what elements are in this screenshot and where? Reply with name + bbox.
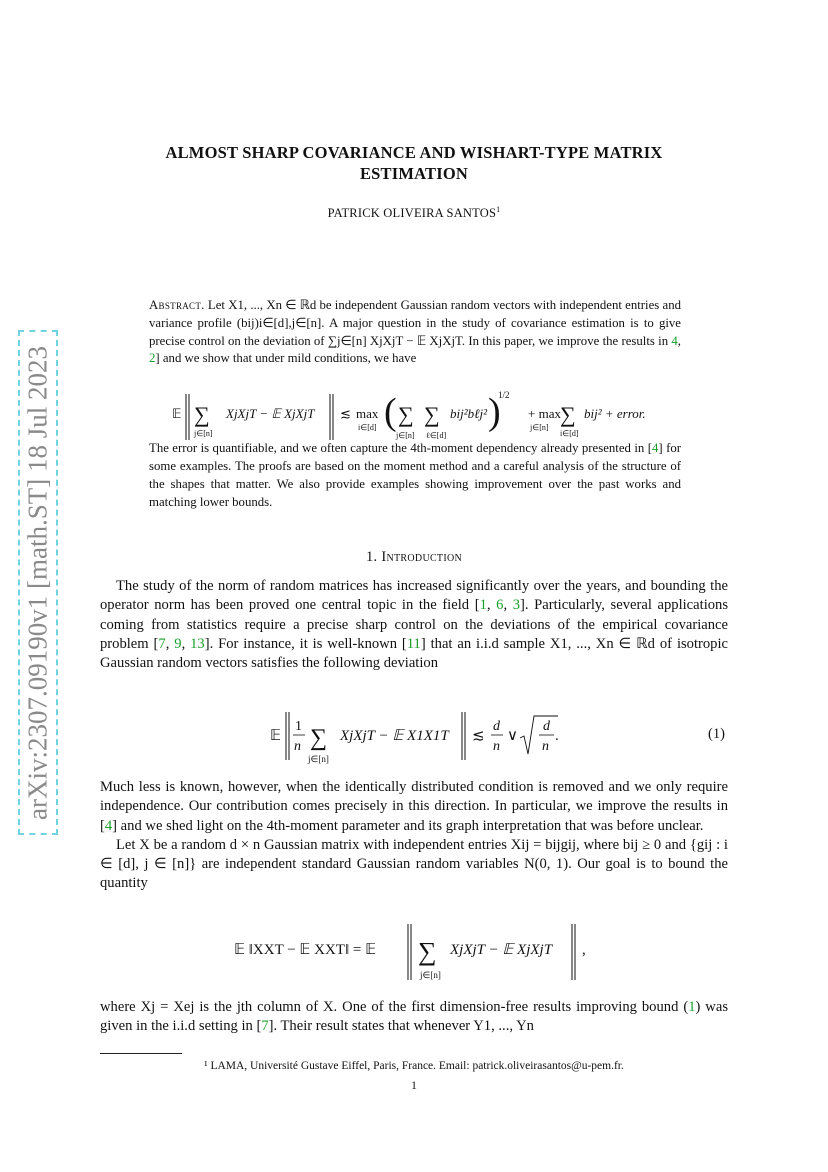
citation-link[interactable]: 1: [479, 597, 487, 614]
eq-term: XjXjT − 𝔼 XjXjT: [450, 942, 553, 958]
equation-1: [262, 708, 562, 768]
intro-text-b: ]. Particularly, several applications coming from statistics require a precise sharp control on the deviations of the empirical covariance problem [: [100, 597, 729, 652]
eq-plus-max: + max: [528, 406, 561, 421]
title-line-1: ALMOST SHARP COVARIANCE AND WISHART-TYPE MATRIX: [165, 143, 663, 162]
final-text-c: ]. Their result states that whenever Y1, ..., Yn: [268, 1018, 534, 1035]
abstract-text-1: Let X1, ..., Xn ∈ ℝd be independent Gaussian random vectors with independent entries and variance profile (bij)i∈[d],j∈[n]. A major question in the study of covariance estimation is to give precise control on the deviation of ∑j∈[n] XjXjT − 𝔼 XjXjT. In this paper, we improve the results in: [149, 298, 681, 348]
eq-max: max: [356, 406, 379, 421]
eq-term: XjXjT − 𝔼 XjXjT: [226, 406, 315, 421]
eq-subscript: j∈[n]: [194, 429, 213, 438]
author-name: PATRICK OLIVEIRA SANTOS: [327, 206, 497, 220]
intro-text-c: ]. For instance, it is well-known [: [204, 635, 407, 652]
abstract-label: Abstract.: [149, 298, 205, 312]
citation-link[interactable]: 6: [496, 597, 504, 614]
eq-subscript: j∈[n]: [530, 423, 549, 432]
eq-term: XjXjT − 𝔼 X1X1T: [340, 728, 449, 744]
body-text-a: Much less is known, however, when the identically distributed condition is removed and we only require independence. Our contribution comes precisely in this direction. In particular, we improve the results in [: [100, 779, 728, 834]
right-paren: ): [488, 391, 501, 433]
intro-text-a: The study of the norm of random matrices has increased significantly over the years, and bounding the operator norm has been proved one central topic in the field [: [100, 578, 728, 614]
citation-link[interactable]: 9: [174, 635, 182, 652]
citation-link[interactable]: 13: [190, 635, 205, 652]
eq-subscript: j∈[n]: [420, 970, 441, 980]
arxiv-stamp: [18, 330, 58, 835]
equation-number: (1): [708, 726, 725, 742]
body-after-eq1: [100, 778, 728, 894]
abstract-text-2a: The error is quantifiable, and we often capture the 4th-moment dependency already presented in [: [149, 441, 652, 456]
frac-numerator: 1: [295, 719, 302, 734]
body-final-paragraph: [100, 998, 728, 1037]
eq-subscript: j∈[n]: [308, 754, 329, 764]
citation-link[interactable]: 2: [149, 351, 156, 366]
citation-link[interactable]: 4: [104, 817, 113, 834]
intro-text-d: ] that an i.i.d sample X1, ..., Xn ∈ ℝd of isotropic Gaussian random vectors satisfies the following deviation: [100, 635, 729, 672]
sum-symbol: ∑: [418, 937, 437, 966]
frac-n: n: [542, 739, 549, 754]
sum-symbol: ∑: [310, 725, 328, 751]
citation-separator: ,: [677, 333, 681, 348]
body-text-b: ] and we shed light on the 4th-moment parameter and its graph interpretation that was before unclear.: [112, 817, 704, 834]
footnote: ¹ LAMA, Université Gustave Eiffel, Paris, France. Email: patrick.oliveirasantos@u-pem.fr.: [204, 1060, 624, 1072]
final-text-a: where Xj = Xej is the jth column of X. One of the first dimension-free results improving bound (: [100, 999, 689, 1015]
paper-title: [100, 142, 728, 184]
sum-symbol: ∑: [194, 402, 210, 427]
abstract-para-1: [149, 297, 681, 368]
eq-lesssim: ≲: [472, 728, 485, 744]
eq-lhs: 𝔼 ‖XXT − 𝔼 XXT‖ = 𝔼: [234, 942, 377, 958]
arxiv-stamp-text: arXiv:2307.09190v1 [math.ST] 18 Jul 2023: [22, 345, 53, 820]
eq-expectation: 𝔼: [172, 406, 182, 421]
final-text-b: ) was given in the i.i.d setting in [: [100, 999, 728, 1035]
citation-link[interactable]: 3: [512, 597, 521, 614]
eq-dot: .: [555, 728, 559, 744]
frac-d: d: [543, 719, 550, 734]
author-line: [100, 206, 728, 221]
eq-power: 1/2: [498, 390, 510, 400]
page-number: 1: [411, 1080, 417, 1092]
body-paragraph-2: Let X be a random d × n Gaussian matrix with independent entries Xij = bijgij, where bij ≥ 0 and {gij : i ∈ [d], j ∈ [n]} are independent standard Gaussian random variables N(0, 1). Our goal is to bound the quantity: [100, 836, 728, 892]
eq-subscript: i∈[d]: [358, 423, 377, 432]
left-paren: (: [384, 391, 397, 433]
eq-inner: bij²bℓj²: [450, 406, 488, 421]
sum-symbol: ∑: [424, 402, 440, 427]
eq-lesssim: ≲: [340, 406, 351, 421]
citation-link[interactable]: 4: [651, 441, 659, 456]
display-equation-quantity: [234, 920, 594, 986]
intro-paragraph-1: The study of the norm of random matrices has increased significantly over the years, and bounding the operator norm has been proved one central topic in the field [1, 6, 3]. Particularly, several applications coming from statistics require a precise sharp control on the deviations of the empirical covariance problem [7, 9, 13]. For instance, it is well-known [11] that an i.i.d sample X1, ..., Xn ∈ ℝd of isotropic Gaussian random vectors satisfies the following deviation: [100, 578, 729, 672]
abstract-para-2: [149, 440, 681, 511]
citation-link[interactable]: 7: [158, 635, 166, 652]
abstract-text-1-end: ] and we show that under mild conditions, we have: [155, 351, 417, 366]
sum-symbol: ∑: [398, 402, 414, 427]
section-heading: 1. Introduction: [365, 549, 463, 565]
eq-tail: bij² + error.: [584, 406, 646, 421]
abstract-display-equation: [172, 388, 672, 446]
author-footnote-mark: 1: [496, 204, 501, 214]
frac-d: d: [493, 719, 500, 734]
citation-link[interactable]: 11: [406, 635, 421, 652]
equation-ref-link[interactable]: 1: [688, 999, 696, 1015]
sum-symbol: ∑: [560, 402, 576, 427]
eq-subscript: ℓ∈[d]: [426, 431, 447, 440]
title-line-2: ESTIMATION: [359, 164, 469, 183]
eq-subscript: j∈[n]: [396, 431, 415, 440]
eq-expectation: 𝔼: [270, 728, 281, 744]
footnote-rule: [100, 1053, 182, 1054]
eq-vee: ∨: [507, 728, 518, 744]
frac-denominator: n: [294, 739, 301, 754]
abstract-text-2b: ] for some examples. The proofs are based on the moment method and a careful analysis of the structure of the shapes that matter. We also provide examples showing improvement over the past works and matching lower bounds.: [149, 441, 681, 509]
citation-link[interactable]: 4: [671, 333, 678, 348]
citation-link[interactable]: 7: [261, 1018, 269, 1035]
eq-comma: ,: [582, 942, 586, 958]
eq-subscript: i∈[d]: [560, 429, 579, 438]
frac-n: n: [493, 739, 500, 754]
